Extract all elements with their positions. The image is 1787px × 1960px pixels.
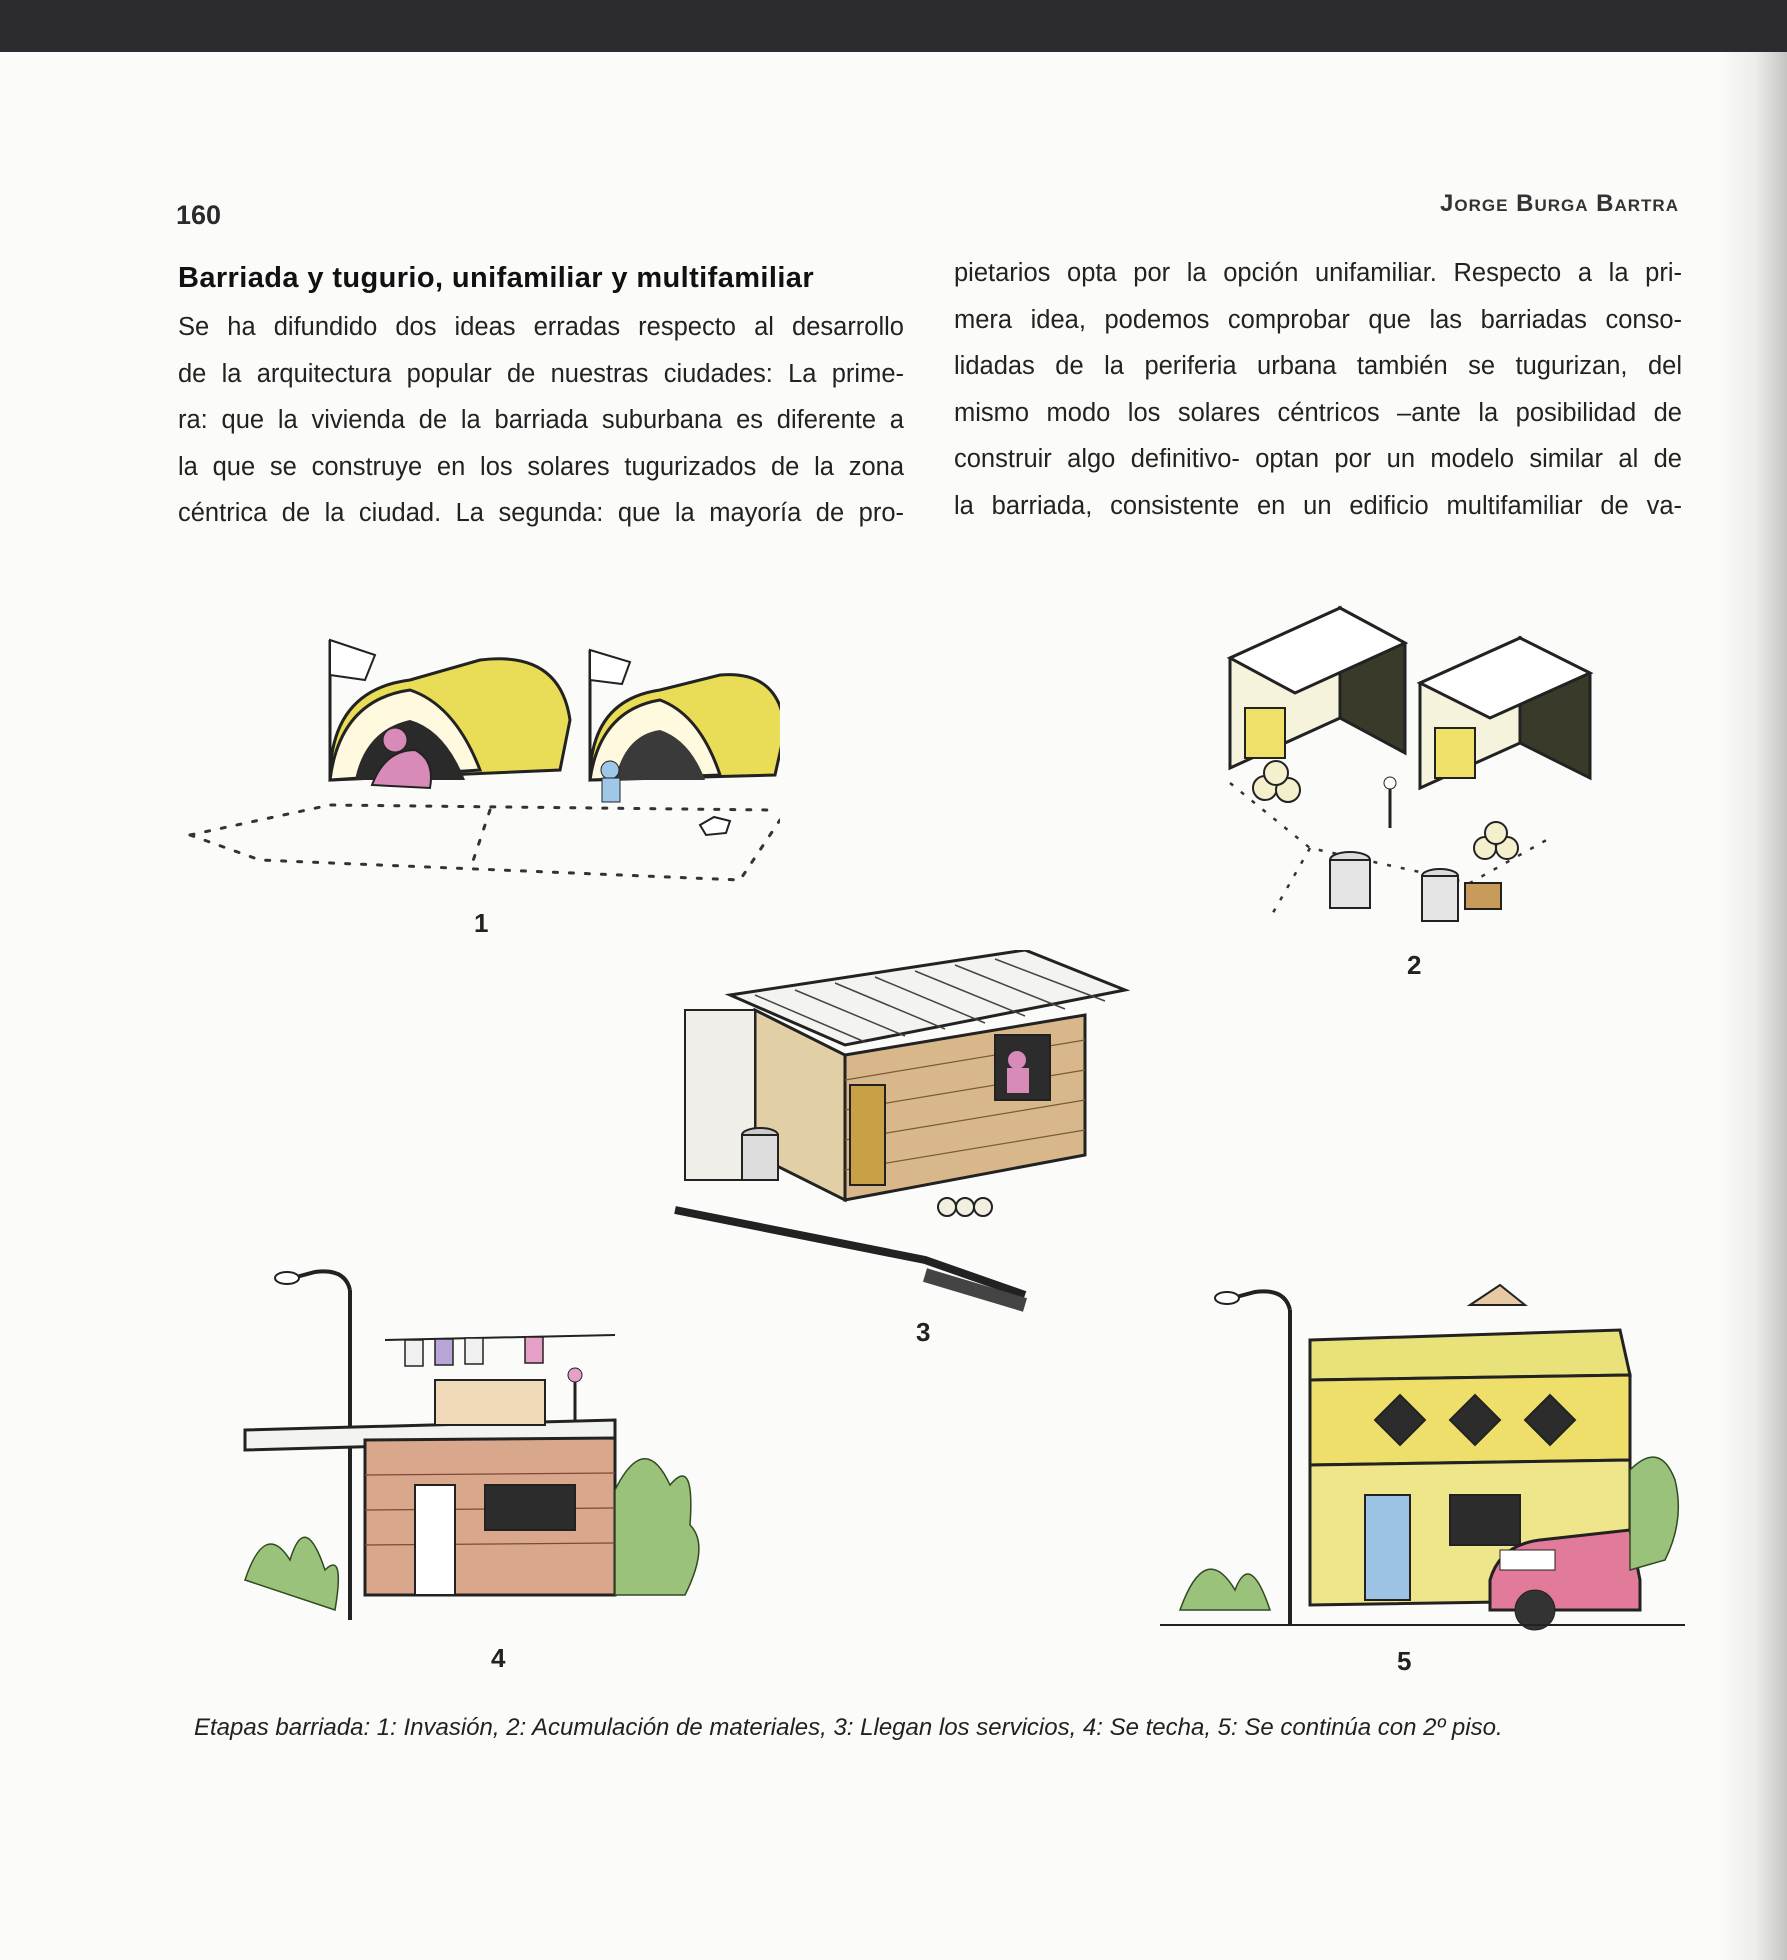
figure-label-2: 2 <box>1407 950 1422 980</box>
text-line: la que se construye en los solares tugurizados de la zona <box>178 452 904 481</box>
text-line: la barriada, consistente en un edificio multifamiliar de va- <box>954 491 1682 520</box>
text-line: Se ha difundido dos ideas erradas respecto al desarrollo <box>178 313 904 341</box>
text-line: de la arquitectura popular de nuestras ciudades: La prime- <box>178 359 904 388</box>
text-line: pietarios opta por la opción unifamiliar. Respecto a la pri- <box>954 259 1682 287</box>
body-column-right <box>954 250 1682 529</box>
running-head-author: Jorge Burga Bartra <box>1440 190 1679 217</box>
text-line: mismo modo los solares céntricos –ante la posibilidad de <box>954 398 1682 427</box>
illustration-materials <box>1190 598 1670 948</box>
scan-top-band <box>0 0 1787 52</box>
figure-label-1: 1 <box>474 908 489 938</box>
illustration-second-floor <box>1160 1280 1685 1635</box>
figure-label-4: 4 <box>491 1643 506 1673</box>
illustration-invasion <box>180 620 780 910</box>
body-column-left <box>178 304 904 537</box>
section-title: Barriada y tugurio, unifamiliar y multifamiliar <box>178 262 814 294</box>
text-line: construir algo definitivo- optan por un modelo similar al de <box>954 445 1682 473</box>
page-gutter-shadow <box>1717 52 1787 1960</box>
page-number: 160 <box>176 200 222 230</box>
text-line: lidadas de la periferia urbana también se tugurizan, del <box>954 352 1682 380</box>
text-line: céntrica de la ciudad. La segunda: que la mayoría de pro- <box>178 499 904 527</box>
text-line: mera idea, podemos comprobar que las barriadas conso- <box>954 305 1682 334</box>
illustration-roofing <box>225 1260 745 1640</box>
figure-caption: Etapas barriada: 1: Invasión, 2: Acumulación de materiales, 3: Llegan los servicios, 4: Se techa, 5: Se continúa con 2º piso. <box>194 1714 1503 1741</box>
text-line: ra: que la vivienda de la barriada suburbana es diferente a <box>178 406 904 434</box>
figure-label-5: 5 <box>1397 1646 1412 1676</box>
figure-label-3: 3 <box>916 1317 931 1347</box>
